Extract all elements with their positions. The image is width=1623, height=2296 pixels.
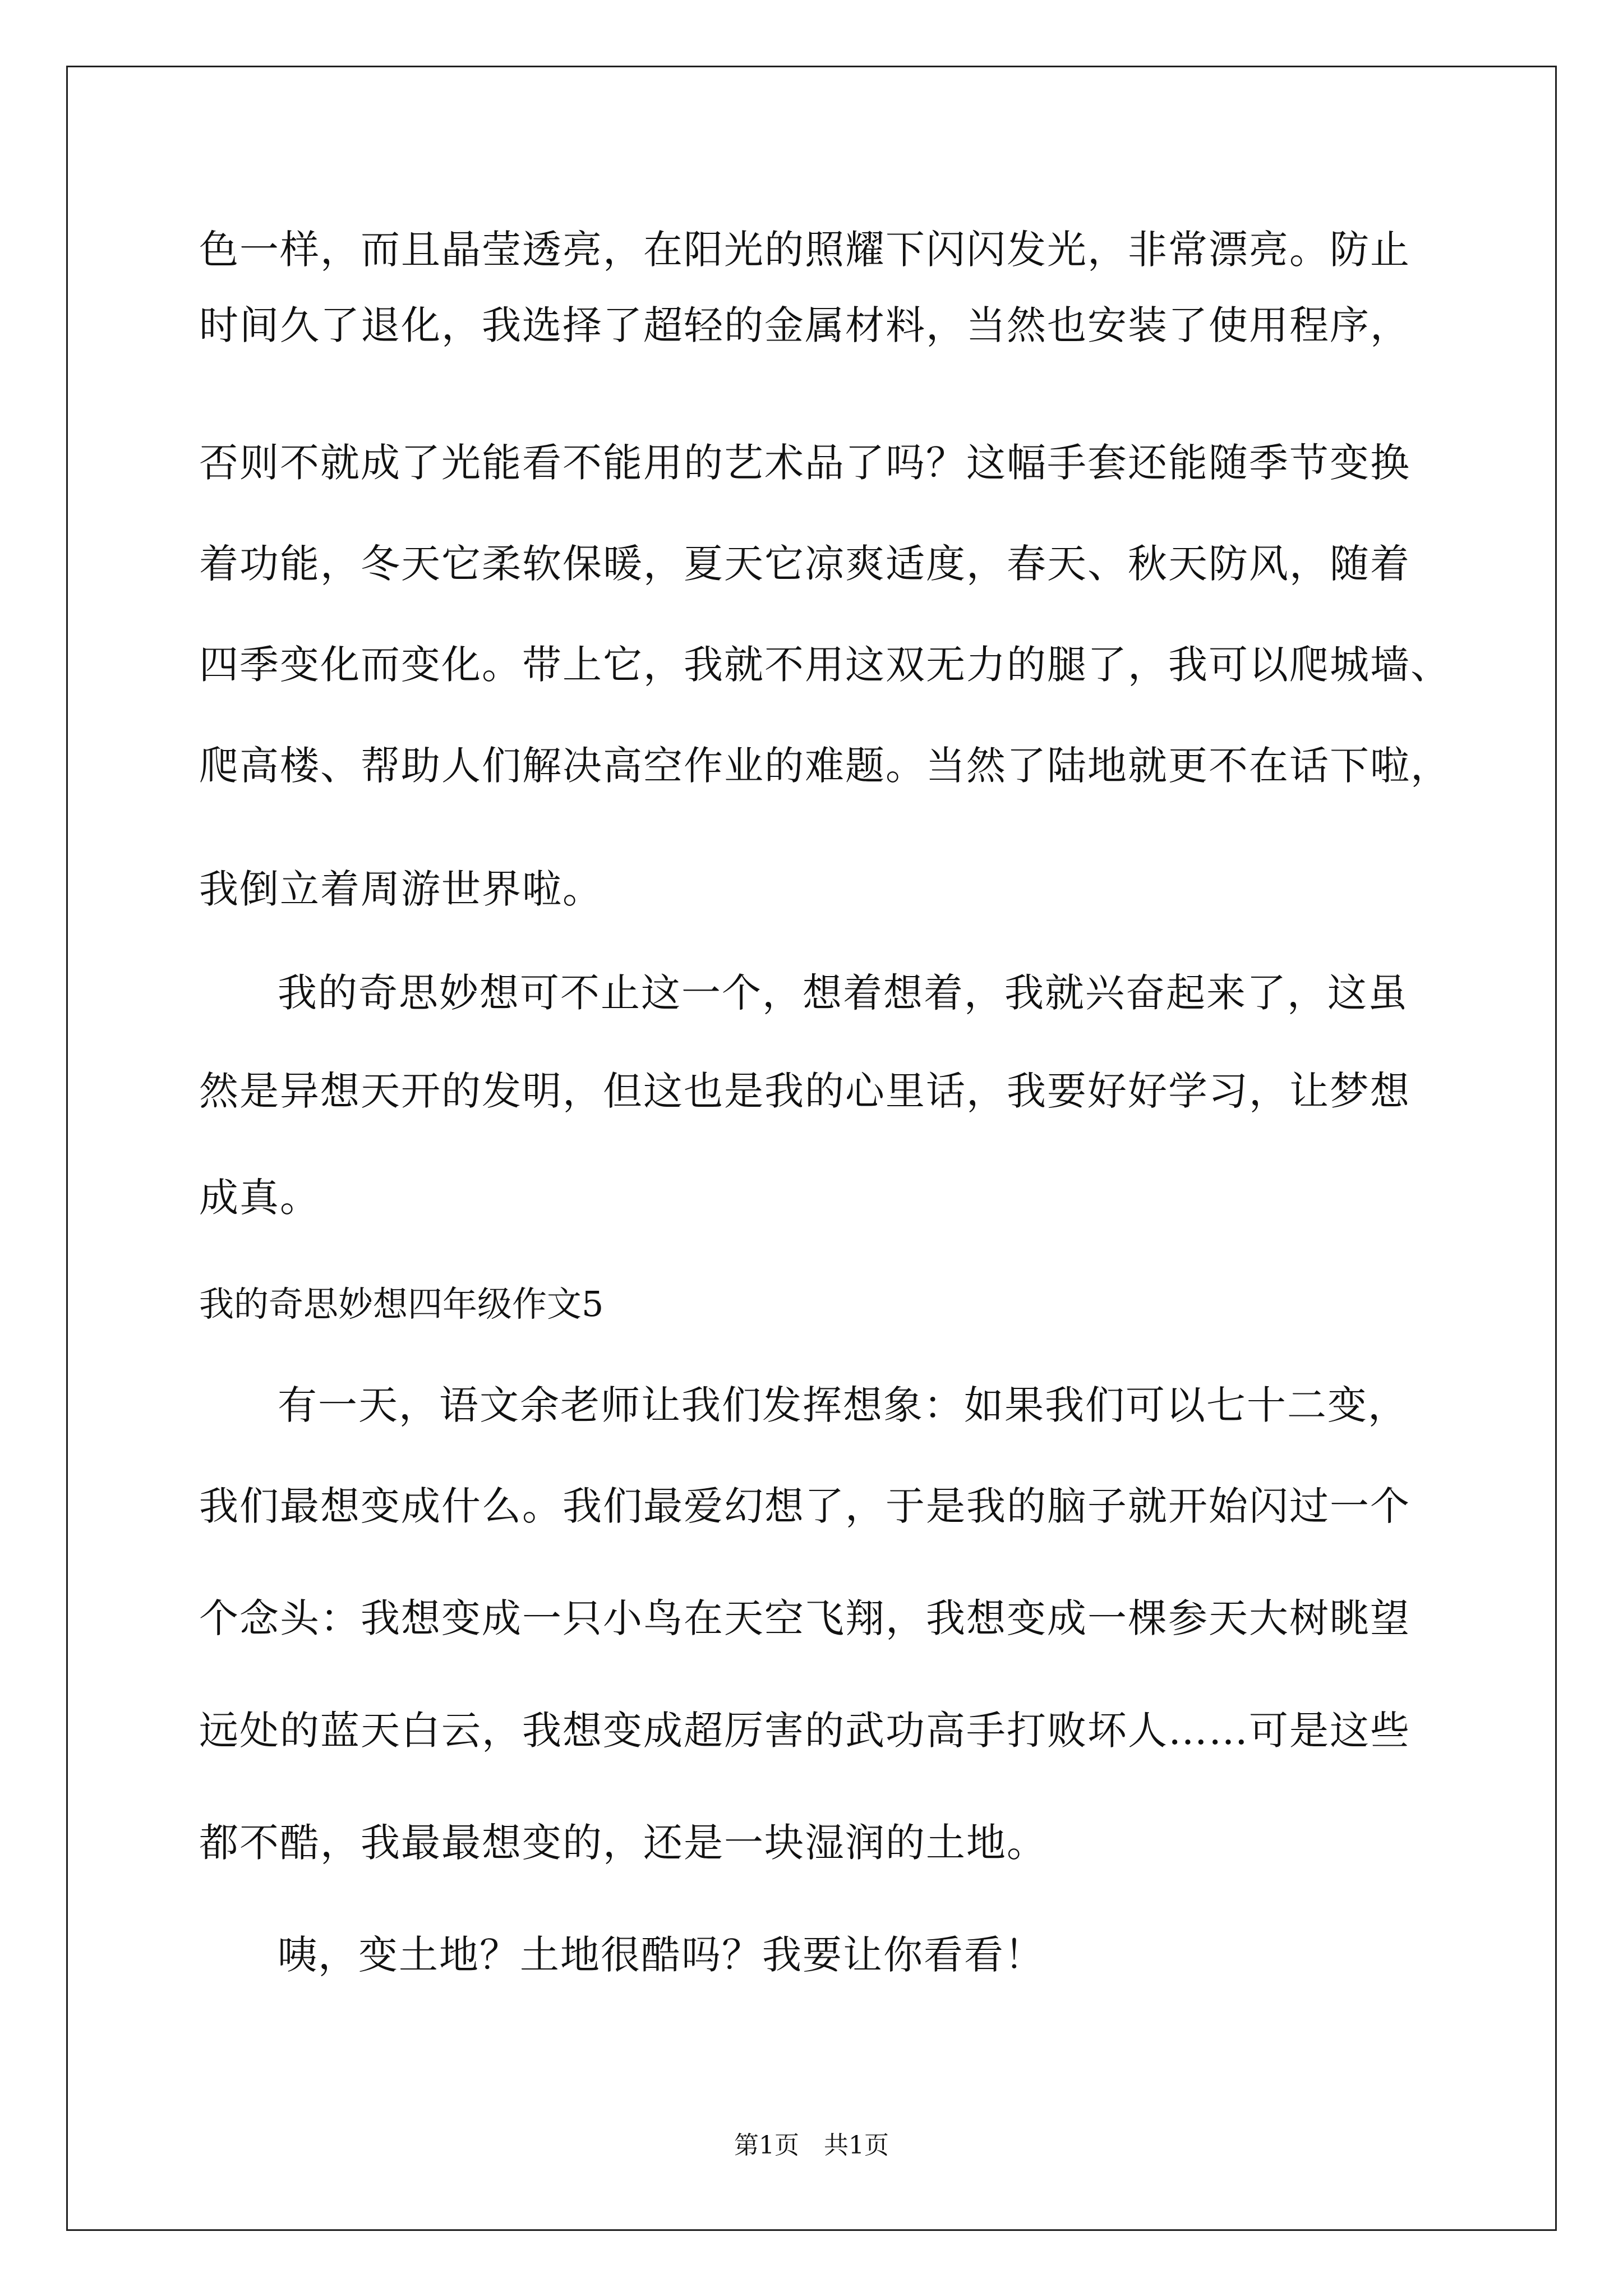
paragraph-1-line-4: 着功能，冬天它柔软保暖，夏天它凉爽适度，春天、秋天防风，随着 xyxy=(199,541,1410,587)
paragraph-2-line-3: 成真。 xyxy=(199,1175,320,1221)
page-footer: 第1页 共1页 xyxy=(734,2131,889,2160)
paragraph-2-line-1: 我的奇思妙想可不止这一个，想着想着，我就兴奋起来了，这虽 xyxy=(278,970,1408,1016)
paragraph-3-line-2: 我们最想变成什么。我们最爱幻想了，于是我的脑子就开始闪过一个 xyxy=(199,1483,1410,1529)
paragraph-1-line-2: 时间久了退化，我选择了超轻的金属材料，当然也安装了使用程序， xyxy=(199,302,1410,348)
paragraph-3-line-1: 有一天，语文余老师让我们发挥想象：如果我们可以七十二变， xyxy=(278,1382,1408,1428)
paragraph-3-line-4: 远处的蓝天白云，我想变成超厉害的武功高手打败坏人……可是这些 xyxy=(199,1708,1410,1754)
page-border xyxy=(66,66,1557,2231)
section-heading: 我的奇思妙想四年级作文5 xyxy=(199,1283,604,1324)
paragraph-3-line-5: 都不酷，我最最想变的，还是一块湿润的土地。 xyxy=(199,1820,1047,1866)
paragraph-1-line-5: 四季变化而变化。带上它，我就不用这双无力的腿了，我可以爬城墙、 xyxy=(199,642,1451,688)
paragraph-1-line-7: 我倒立着周游世界啦。 xyxy=(199,866,603,912)
paragraph-1-line-1: 色一样，而且晶莹透亮，在阳光的照耀下闪闪发光，非常漂亮。防止 xyxy=(199,227,1410,273)
paragraph-2-line-2: 然是异想天开的发明，但这也是我的心里话，我要好好学习，让梦想 xyxy=(199,1068,1410,1114)
paragraph-3-line-3: 个念头：我想变成一只小鸟在天空飞翔，我想变成一棵参天大树眺望 xyxy=(199,1595,1410,1641)
paragraph-1-line-3: 否则不就成了光能看不能用的艺术品了吗？这幅手套还能随季节变换 xyxy=(199,440,1410,486)
paragraph-1-line-6: 爬高楼、帮助人们解决高空作业的难题。当然了陆地就更不在话下啦， xyxy=(199,743,1451,789)
paragraph-4-line-1: 咦，变土地？土地很酷吗？我要让你看看！ xyxy=(278,1932,1045,1978)
